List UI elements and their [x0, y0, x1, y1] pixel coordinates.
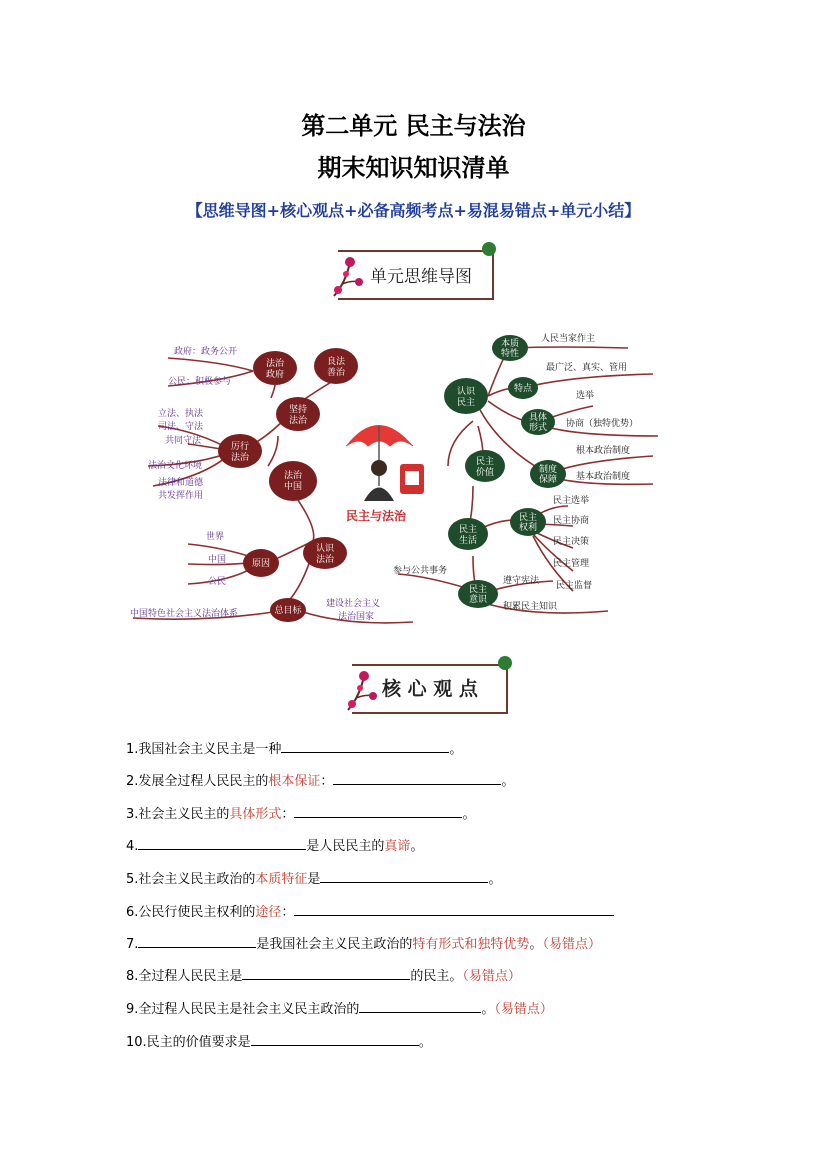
node-fazhi-zhongguo: 法治 [283, 471, 303, 481]
node-renshi-minzhu: 认识 [456, 387, 476, 397]
svg-text:民主: 民主 [456, 398, 476, 408]
question-9: 9.全过程人民民主是社会主义民主政治的 。（易错点） [126, 998, 553, 1017]
plum-blossom-icon [328, 252, 368, 302]
svg-text:保障: 保障 [538, 475, 558, 485]
mindmap-center: 民主与法治 [346, 509, 407, 523]
leaf-renmin-dangjia: 人民当家作主 [541, 334, 596, 344]
leaf-lifa: 立法、执法 [158, 409, 204, 419]
leaf-tixi: 中国特色社会主义法治体系 [130, 609, 239, 619]
leaf-canyu: 参与公共事务 [393, 566, 448, 576]
svg-text:形式: 形式 [528, 423, 548, 433]
leaf-genben: 根本政治制度 [576, 446, 631, 456]
svg-text:善治: 善治 [326, 368, 346, 378]
answer-blank[interactable] [138, 836, 306, 850]
svg-text:司法、守法: 司法、守法 [158, 422, 204, 432]
leaf-jilei: 积累民主知识 [503, 602, 558, 612]
leaf-minzhu-xuanju: 民主选举 [553, 496, 590, 506]
question-3: 3.社会主义民主的具体形式： 。 [126, 803, 475, 822]
leaf-xuanju: 选举 [576, 391, 595, 401]
node-lixing-fazhi: 厉行 [230, 442, 250, 452]
question-10: 10.民主的价值要求是 。 [126, 1031, 432, 1050]
node-minzhu-yishi: 民主 [468, 585, 488, 595]
node-zongmubiao: 总目标 [274, 606, 302, 616]
svg-text:权利: 权利 [518, 523, 538, 533]
question-6: 6.公民行使民主权利的途径： [126, 901, 614, 920]
answer-blank[interactable] [138, 934, 256, 948]
question-8: 8.全过程人民民主是 的民主。（易错点） [126, 965, 521, 984]
leaf-shijie: 世界 [206, 532, 225, 542]
leaf-gongtong: 共同守法 [165, 436, 202, 446]
umbrella-figure [346, 425, 424, 501]
answer-blank[interactable] [242, 966, 410, 980]
leaf-jianshe: 建设社会主义 [326, 599, 381, 609]
node-benzhi-texing: 本质 [500, 339, 520, 349]
svg-text:法治: 法治 [315, 555, 335, 565]
leaf-minzhu-guanli: 民主管理 [553, 559, 590, 569]
question-4: 4. 是人民民主的真谛。 [126, 835, 423, 854]
leaf-jiben: 基本政治制度 [576, 472, 631, 482]
banner-dot [482, 242, 496, 256]
node-renshi-fazhi: 认识 [315, 544, 335, 554]
banner-label: 单元思维导图 [370, 267, 472, 287]
svg-text:法治: 法治 [230, 453, 250, 463]
leaf-zhongguo: 中国 [208, 555, 227, 565]
node-minzhu-shenghuo: 民主 [458, 525, 478, 535]
answer-blank[interactable] [251, 1032, 419, 1046]
svg-text:共发挥作用: 共发挥作用 [158, 491, 204, 501]
question-1: 1.我国社会主义民主是一种 。 [126, 738, 462, 757]
answer-blank[interactable] [320, 869, 488, 883]
svg-text:价值: 价值 [475, 468, 495, 478]
document-tagline: 【思维导图+核心观点+必备高频考点+易混易错点+单元小结】 [186, 201, 641, 220]
answer-blank[interactable] [294, 804, 462, 818]
node-tedian: 特点 [513, 384, 533, 394]
leaf-tedian-item: 最广泛、真实、管用 [546, 363, 628, 373]
node-liangfa-shanzhi: 良法 [326, 357, 346, 367]
node-minzhu-jiazhi: 民主 [475, 457, 495, 467]
plum-blossom-icon [342, 666, 382, 716]
question-7: 7. 是我国社会主义民主政治的特有形式和独特优势。（易错点） [126, 933, 601, 952]
question-2: 2.发展全过程人民民主的根本保证： 。 [126, 770, 514, 789]
svg-text:意识: 意识 [468, 595, 488, 605]
svg-text:政府: 政府 [265, 370, 285, 380]
node-juti-xingshi: 具体 [528, 413, 548, 423]
banner-label: 核 心 观 点 [382, 678, 478, 700]
node-fazhi-zhengfu: 法治 [265, 359, 285, 369]
node-jianchi-fazhi: 坚持 [288, 405, 308, 415]
mindmap-banner [328, 246, 500, 302]
svg-text:法治国家: 法治国家 [338, 612, 375, 622]
leaf-minzhu-juece: 民主决策 [553, 537, 590, 547]
node-yuanyin: 原因 [251, 559, 271, 569]
document-subtitle-title: 期末知识知识清单 [317, 153, 510, 182]
svg-text:中国: 中国 [283, 482, 303, 492]
node-zhidu-baozhang: 制度 [538, 465, 558, 475]
svg-text:生活: 生活 [458, 536, 478, 546]
answer-blank[interactable] [359, 999, 481, 1013]
answer-blank[interactable] [333, 771, 501, 785]
leaf-wenhua: 法治文化环境 [148, 461, 203, 471]
svg-text:法治: 法治 [288, 416, 308, 426]
mind-map [128, 326, 698, 630]
question-5: 5.社会主义民主政治的本质特征是 。 [126, 868, 501, 887]
banner-dot [498, 656, 512, 670]
svg-text:特性: 特性 [500, 349, 520, 359]
node-minzhu-quanli: 民主 [518, 513, 538, 523]
leaf-zunshou: 遵守宪法 [503, 576, 540, 586]
document-title: 第二单元 民主与法治 [301, 111, 526, 140]
core-banner [342, 660, 512, 716]
answer-blank[interactable] [294, 902, 614, 916]
leaf-falv: 法律和道德 [158, 478, 204, 488]
leaf-minzhu-jiandu: 民主监督 [556, 581, 593, 591]
leaf-gongmin: 公民：积极参与 [168, 377, 232, 387]
leaf-gongmin-reason: 公民 [208, 577, 227, 587]
leaf-zhengfu: 政府：政务公开 [174, 347, 238, 357]
leaf-minzhu-xieshang: 民主协商 [553, 516, 590, 526]
leaf-xieshang: 协商（独特优势） [566, 419, 639, 429]
answer-blank[interactable] [281, 739, 449, 753]
